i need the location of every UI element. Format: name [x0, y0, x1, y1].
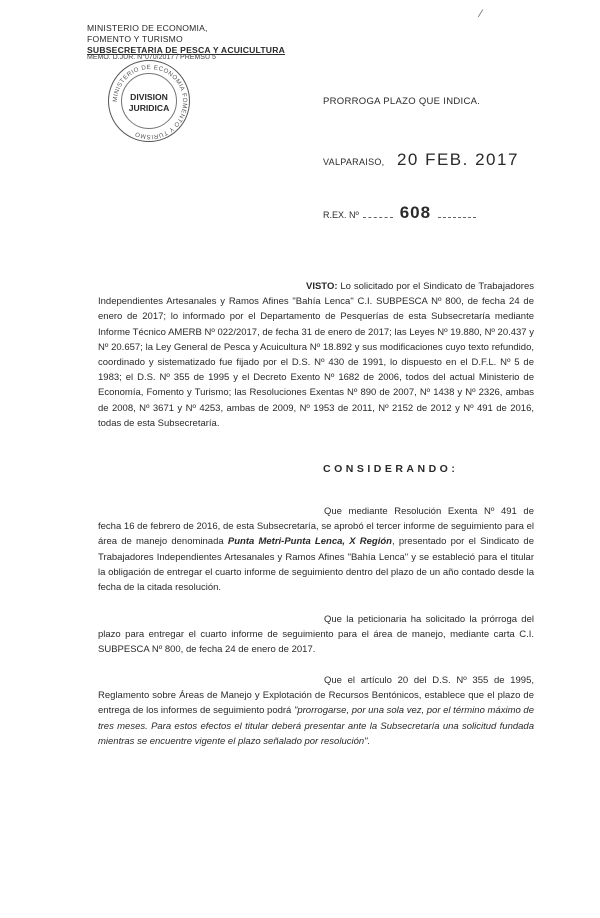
considerando-heading: CONSIDERANDO: — [323, 463, 459, 475]
considerando-3-text: Que el artículo 20 del D.S. Nº 355 de 1995, Reglamento sobre Áreas de Manejo y Explotación de Recursos Bentónicos, establece que el plazo de entrega de los informes de seguimiento podrá — [98, 675, 534, 717]
resolution-label: R.EX. Nº — [323, 210, 359, 220]
date-stamp: 20 FEB. 2017 — [396, 150, 519, 169]
area-name: Punta Metri-Punta Lenca, X Región — [227, 536, 392, 548]
considerando-1-text-b: , presentado por el Sindicato de Trabajadores Independientes Artesanales y Ramos Afines "Bahía Lenca" y se estableció para el titular la obligación de entregar el cuarto informe de seguimiento dentro del plazo de un año contado desde la fecha de la citada resolución. — [98, 536, 534, 594]
division-juridica-seal — [108, 60, 190, 142]
considerando-paragraph-3 — [98, 673, 534, 749]
seal-label-line1: DIVISION — [130, 92, 168, 102]
resolution-number-line — [323, 203, 476, 223]
visto-paragraph — [98, 279, 534, 431]
considerando-1-text-a: Que mediante Resolución Exenta Nº 491 de fecha 16 de febrero de 2016, de esta Subsecretaría, se aprobó el tercer informe de seguimiento para el área de manejo denominada — [98, 506, 534, 548]
blank-line — [438, 217, 476, 218]
blank-line — [363, 217, 393, 218]
visto-text: Lo solicitado por el Sindicato de Trabajadores Independientes Artesanales y Ramos Afines "Bahía Lenca" C.I. SUBPESCA Nº 800, de fecha 24 de enero de 2017; lo informado por el Departamento de Pesquerías de esta Subsecretaría mediante Informe Técnico AMERB Nº 022/2017, de fecha 31 de enero de 2017; las Leyes Nº 19.880, Nº 20.437 y Nº 20.657; la Ley General de Pesca y Acuicultura Nº 18.892 y sus modificaciones cuyo texto refundido, coordinado y sistematizado fue fijado por el D.S. Nº 430 de 1991, lo dispuesto en el D.F.L. Nº 5 de 1983; el D.S. Nº 355 de 1995 y el Decreto Exento Nº 1682 de 2006, todos del actual Ministerio de Economía, Fomento y Turismo; las Resoluciones Exentas Nº 890 de 2007, Nº 1438 y Nº 2326, ambas de 2008, Nº 3671 y Nº 4253, ambas de 2009, Nº 1953 de 2011, Nº 2152 de 2012 y Nº 491 de 2016, todas de esta Subsecretaría. — [98, 281, 534, 429]
date-line — [323, 150, 519, 170]
seal-label — [109, 92, 189, 114]
visto-label: VISTO: — [306, 281, 338, 292]
resolution-number: 608 — [399, 203, 432, 222]
corner-mark: ⁄ — [480, 8, 482, 20]
document-subject: PRORROGA PLAZO QUE INDICA. — [323, 96, 481, 107]
seal-label-line2: JURIDICA — [128, 103, 170, 113]
subsecretaria-name: SUBSECRETARIA DE PESCA Y ACUICULTURA — [87, 45, 286, 55]
considerando-3-quote: "prorrogarse, por una sola vez, por el término máximo de tres meses. Para estos efectos el titular deberá presentar ante la Subsecretaría una solicitud fundada mientras se encuentre vigente el plazo señalado por resolución". — [98, 705, 534, 747]
considerando-paragraph-2 — [98, 612, 534, 658]
considerando-2-text: Que la peticionaria ha solicitado la prórroga del plazo para entregar el cuarto informe de seguimiento para el área de manejo, mediante carta C.I. SUBPESCA Nº 800, de fecha 24 de enero de 2017. — [98, 614, 534, 656]
ministry-name: MINISTERIO DE ECONOMIA, — [87, 23, 208, 33]
svg-text:MINISTERIO DE ECONOMIA FOMENTO: MINISTERIO DE ECONOMIA FOMENTO Y TURISMO — [111, 63, 189, 141]
memo-reference: MEMO. D.JUR. N°070/2017 / PREMSU 5 — [87, 54, 216, 61]
considerando-paragraph-1 — [98, 504, 534, 595]
ministry-subtitle: FOMENTO Y TURISMO — [87, 34, 183, 44]
date-place: VALPARAISO, — [323, 157, 385, 167]
